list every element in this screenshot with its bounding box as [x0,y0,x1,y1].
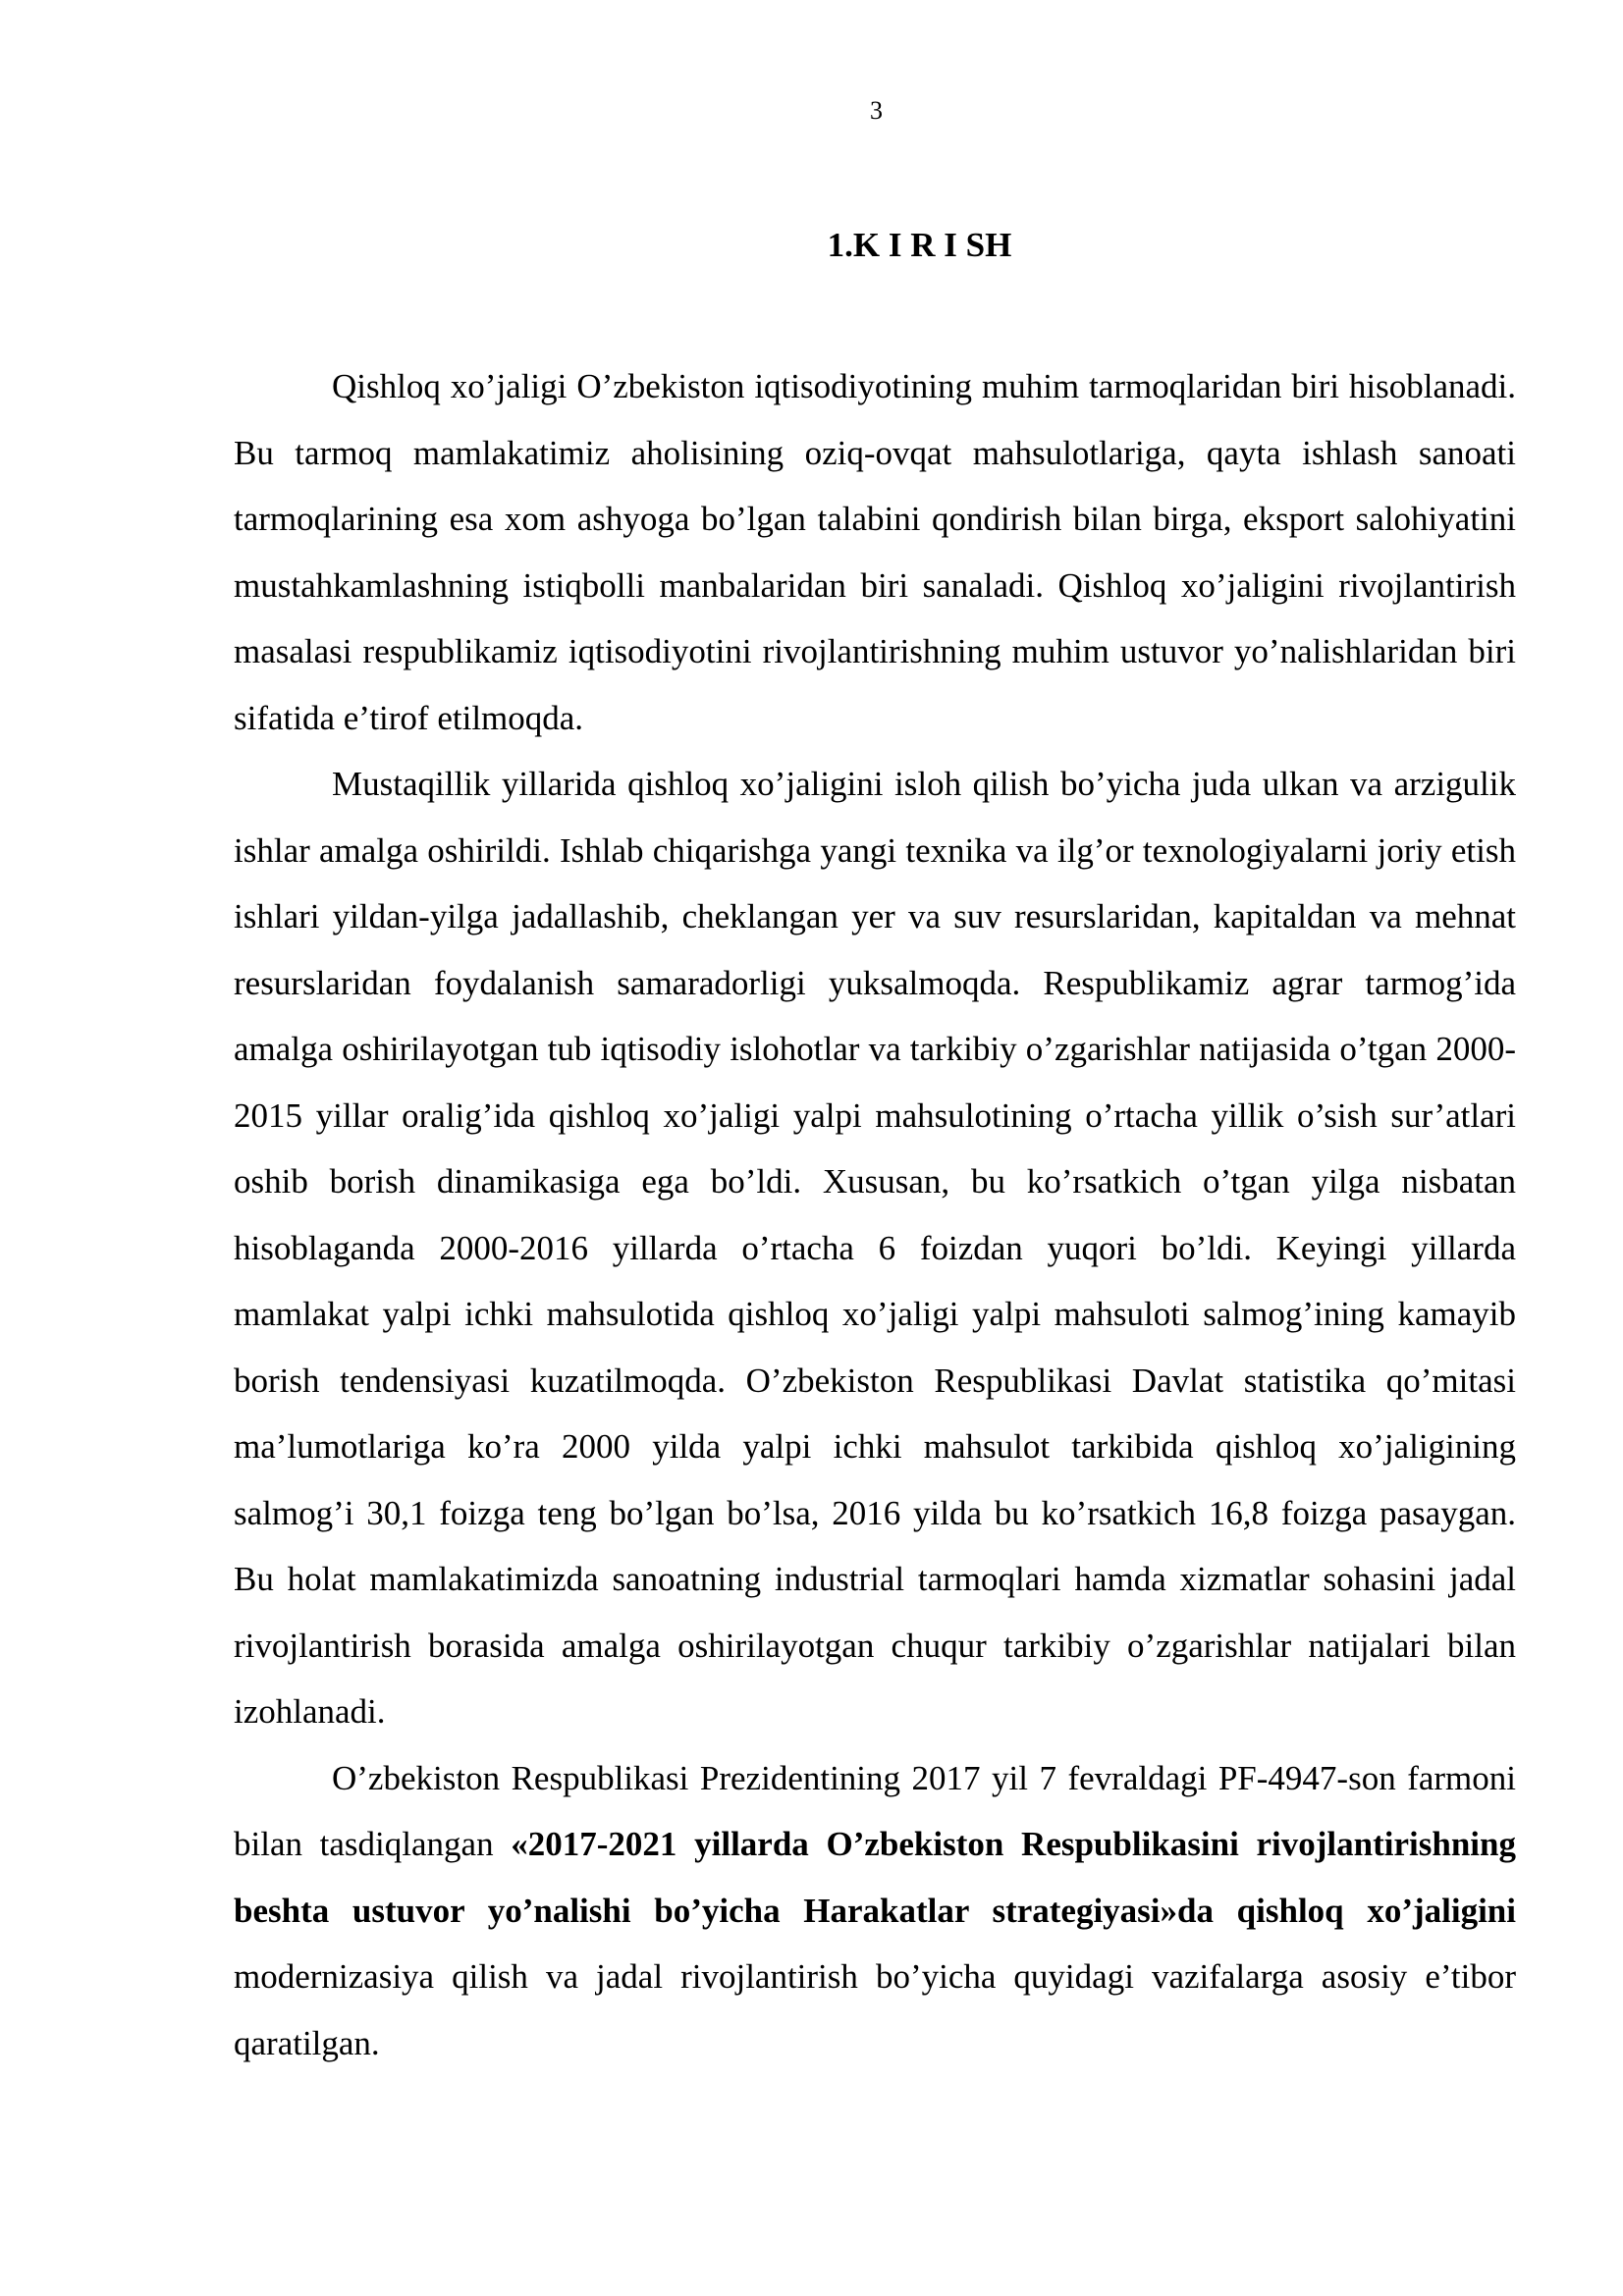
section-heading: 1.K I R I SH [827,226,1012,264]
page-number: 3 [870,96,883,125]
strategy-title-bold: «2017-2021 yillarda O’zbekiston Respublikasini rivojlantirishning beshta ustuvor yo’nalishi bo’yicha Harakatlar strategiyasi»da qishloq xo’jaligini [234,1825,1516,1930]
paragraph-1: Qishloq xo’jaligi O’zbekiston iqtisodiyotining muhim tarmoqlaridan biri hisoblanadi. Bu tarmoq mamlakatimiz aholisining oziq-ovqat mahsulotlariga, qayta ishlash sanoati tarmoqlarining esa xom ashyoga bo’lgan talabini qondirish bilan birga, eksport salohiyatini mustahkamlashning istiqbolli manbalaridan biri sanaladi. Qishloq xo’jaligini rivojlantirish masalasi respublikamiz iqtisodiyotini rivojlantirishning muhim ustuvor yo’nalishlaridan biri sifatida e’tirof etilmoqda. [234,367,1516,737]
body-text [234,353,1516,2076]
paragraph-2: Mustaqillik yillarida qishloq xo’jaligini isloh qilish bo’yicha juda ulkan va arzigulik ishlar amalga oshirildi. Ishlab chiqarishga yangi texnika va ilg’or texnologiyalarni joriy etish ishlari yildan-yilga jadallashib, cheklangan yer va suv resurslaridan, kapitaldan va mehnat resurslaridan foydalanish samaradorligi yuksalmoqda. Respublikamiz agrar tarmog’ida amalga oshirilayotgan tub iqtisodiy islohotlar va tarkibiy o’zgarishlar natijasida o’tgan 2000-2015 yillar oralig’ida qishloq xo’jaligi yalpi mahsulotining o’rtacha yillik o’sish sur’atlari oshib borish dinamikasiga ega bo’ldi. Xususan, bu ko’rsatkich o’tgan yilga nisbatan hisoblaganda 2000-2016 yillarda o’rtacha 6 foizdan yuqori bo’ldi. Keyingi yillarda mamlakat yalpi ichki mahsulotida qishloq xo’jaligi yalpi mahsuloti salmog’ining kamayib borish tendensiyasi kuzatilmoqda. O’zbekiston Respublikasi Davlat statistika qo’mitasi ma’lumotlariga ko’ra 2000 yilda yalpi ichki mahsulot tarkibida qishloq xo’jaligining salmog’i 30,1 foizga teng bo’lgan bo’lsa, 2016 yilda bu ko’rsatkich 16,8 foizga pasaygan. Bu holat mamlakatimizda sanoatning industrial tarmoqlari hamda xizmatlar sohasini jadal rivojlantirish borasida amalga oshirilayotgan chuqur tarkibiy o’zgarishlar natijalari bilan izohlanadi. [234,765,1516,1731]
paragraph-3-end: modernizasiya qilish va jadal rivojlantirish bo’yicha quyidagi vazifalarga asosiy e’tibor qaratilgan. [234,1957,1516,2062]
paragraph-3-intro: O’zbekiston Respublikasi Prezidentining 2017 yil 7 fevraldagi PF-4947-son farmoni bilan tasdiqlangan [234,1758,1516,1863]
paragraph-3 [234,1745,1516,2077]
